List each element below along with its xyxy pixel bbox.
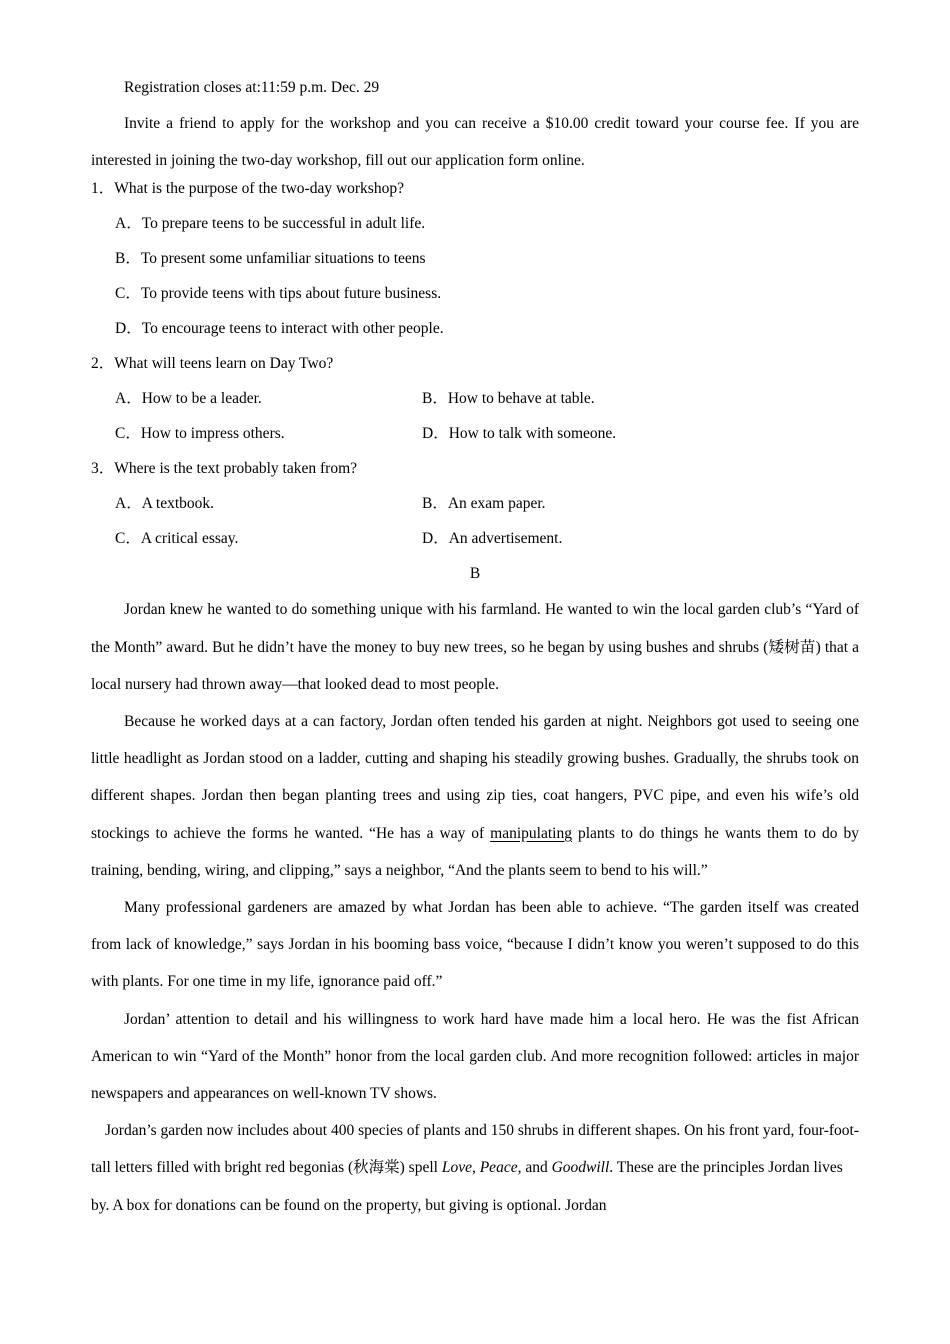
document-page — [91, 76, 859, 1224]
q2-options-row-1 — [91, 387, 859, 422]
question-number: 3． — [91, 460, 115, 478]
passage-paragraph-3: Many professional gardeners are amazed by what Jordan has been able to achieve. “The garden itself was created from lack of knowledge,” says Jordan in his booming bass voice, “because I didn’t know you weren’t supposed to do this with plants. For one time in my life, ignorance paid off.” — [91, 899, 859, 991]
q1-option-b: B．To present some unfamiliar situations to teens — [115, 250, 426, 268]
q3-option-a: A．A textbook. — [115, 495, 215, 513]
registration-line: Registration closes at:11:59 p.m. Dec. 29 — [124, 79, 380, 96]
q1-option-c: C．To provide teens with tips about future business. — [115, 285, 442, 303]
section-b-heading: B — [469, 565, 481, 583]
invite-paragraph: Invite a friend to apply for the workshop and you can receive a $10.00 credit toward your course fee. If you are interested in joining the two-day workshop, fill out our application form online. — [91, 115, 859, 170]
q3-options-row-1 — [91, 492, 859, 527]
question-3 — [91, 457, 859, 492]
question-2 — [91, 352, 859, 387]
q1-option-a: A．To prepare teens to be successful in adult life. — [115, 215, 426, 233]
passage-paragraph-4: Jordan’ attention to detail and his willingness to work hard have made him a local hero. He was the fist African American to win “Yard of the Month” honor from the local garden club. And more recognition followed: articles in major newspapers and appearances on well-known TV shows. — [91, 1010, 859, 1103]
q3-option-d: D．An advertisement. — [422, 530, 563, 548]
q2-options-row-2 — [91, 422, 859, 457]
question-1 — [91, 177, 859, 212]
question-text: What is the purpose of the two-day workshop? — [114, 180, 404, 198]
q2-option-d: D．How to talk with someone. — [422, 425, 617, 443]
q2-option-a: A．How to be a leader. — [115, 390, 262, 408]
question-text: Where is the text probably taken from? — [114, 460, 358, 478]
underlined-word: manipulating — [490, 824, 572, 842]
q3-options-row-2 — [91, 527, 859, 562]
passage-paragraph-2: Because he worked days at a can factory, Jordan often tended his garden at night. Neighbors got used to seeing one little headlight as Jordan stood on a ladder, cutting and shaping his steadily growing bushes. Gradually, the shrubs took on different shapes. Jordan then began planting trees and using zip ties, coat hangers, PVC pipe, and even his wife’s old stockings to achieve the forms he wanted. “He has a way of manipulating plants to do things he wants them to do by training, bending, wiring, and clipping,” says a neighbor, “And the plants seem to bend to his will.” — [91, 713, 859, 879]
q3-option-b: B．An exam paper. — [422, 495, 546, 513]
question-number: 1． — [91, 180, 115, 198]
question-number: 2． — [91, 355, 115, 373]
q2-option-c: C．How to impress others. — [115, 425, 285, 443]
q2-option-b: B．How to behave at table. — [422, 390, 595, 408]
question-text: What will teens learn on Day Two? — [114, 355, 334, 373]
passage-paragraph-1: Jordan knew he wanted to do something unique with his farmland. He wanted to win the local garden club’s “Yard of the Month” award. But he didn’t have the money to buy new trees, so he began by using bushes and shrubs (矮树苗) that a local nursery had thrown away—that looked dead to most people. — [91, 601, 859, 693]
q1-option-d: D．To encourage teens to interact with other people. — [115, 320, 444, 338]
q3-option-c: C．A critical essay. — [115, 530, 239, 548]
passage-paragraph-5: Jordan’s garden now includes about 400 species of plants and 150 shrubs in different shapes. On his front yard, four-foot-tall letters filled with bright red begonias (秋海棠) spell Love, Peace, and Goodwill. These are the principles Jordan lives by. A box for donations can be found on the property, but giving is optional. Jordan — [91, 1122, 860, 1214]
